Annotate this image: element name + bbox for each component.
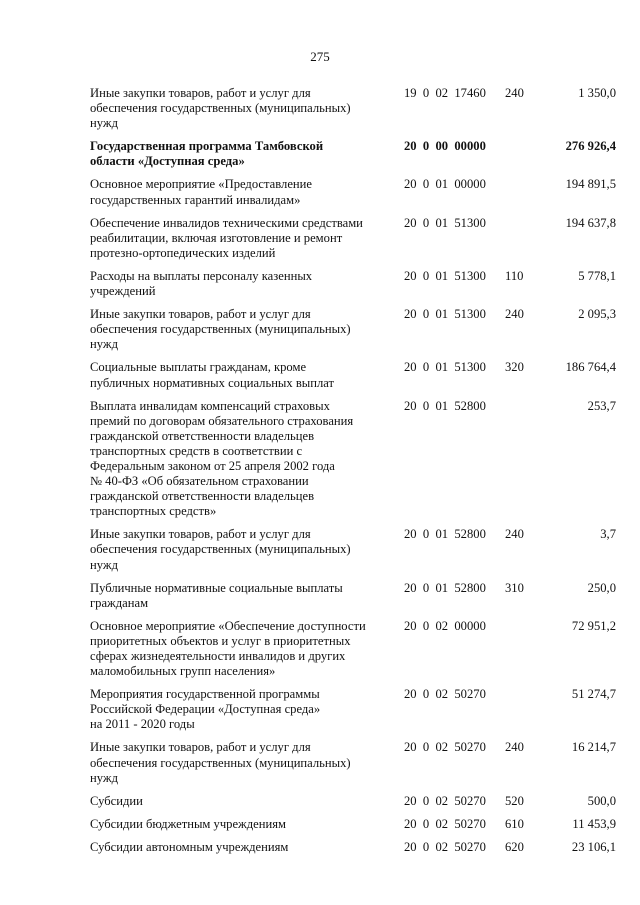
row-description: Публичные нормативные социальные выплаты гражданам xyxy=(90,580,343,610)
row-amount: 11 453,9 xyxy=(572,816,616,831)
row-description: Обеспечение инвалидов техническими средствами реабилитации, включая изготовление и ремонт протезно-ортопедических изделий xyxy=(90,215,363,260)
row-amount: 3,7 xyxy=(600,527,616,542)
row-amount: 16 214,7 xyxy=(571,740,616,755)
row-expense-type: 240 xyxy=(505,527,524,542)
table-row xyxy=(90,399,616,520)
row-amount: 500,0 xyxy=(587,793,616,808)
row-amount: 72 951,2 xyxy=(571,618,616,633)
table-row xyxy=(90,740,616,785)
row-expense-type: 240 xyxy=(505,307,524,322)
row-description: Иные закупки товаров, работ и услуг для обеспечения государственных (муниципальных) нужд xyxy=(90,527,351,572)
row-code: 19 0 02 17460 xyxy=(404,86,486,100)
row-expense-type: 620 xyxy=(505,839,524,854)
row-expense-type: 520 xyxy=(505,793,524,808)
table-row xyxy=(90,86,616,131)
row-description: Иные закупки товаров, работ и услуг для обеспечения государственных (муниципальных) нужд xyxy=(90,86,351,131)
row-description: Основное мероприятие «Предоставление государственных гарантий инвалидам» xyxy=(90,177,312,207)
row-expense-type: 240 xyxy=(505,740,524,755)
row-expense-type: 610 xyxy=(505,816,524,831)
row-amount: 250,0 xyxy=(587,580,616,595)
row-description: Основное мероприятие «Обеспечение доступности приоритетных объектов и услуг в приоритетных сферах жизнедеятельности инвалидов и других маломобильных групп населения» xyxy=(90,618,366,679)
row-code: 20 0 02 50270 xyxy=(404,816,486,831)
table-row xyxy=(90,177,616,207)
row-code: 20 0 01 51300 xyxy=(404,268,486,283)
row-code: 20 0 02 50270 xyxy=(404,687,486,702)
row-expense-type: 310 xyxy=(505,580,524,595)
row-expense-type: 110 xyxy=(505,268,524,283)
row-amount: 186 764,4 xyxy=(565,360,616,375)
row-amount: 194 891,5 xyxy=(565,177,616,192)
row-description: Выплата инвалидам компенсаций страховых премий по договорам обязательного страхования гражданской ответственности владельцев транспортных средств в соответствии с Федеральным законом от 25 апреля 2002 года № 40-ФЗ «Об обязательном страховании гражданской ответственности владельцев транспортных средств» xyxy=(90,398,354,519)
row-code: 20 0 01 51300 xyxy=(404,215,486,230)
row-description: Субсидии бюджетным учреждениям xyxy=(90,816,286,831)
table-row xyxy=(90,581,616,611)
table-row xyxy=(90,687,616,732)
table-row xyxy=(90,360,616,390)
row-amount: 194 637,8 xyxy=(565,215,616,230)
row-expense-type: 240 xyxy=(505,86,524,100)
table-row xyxy=(90,840,616,855)
table-row xyxy=(90,139,616,169)
budget-table xyxy=(90,86,616,863)
row-code: 20 0 01 00000 xyxy=(404,177,486,192)
table-row xyxy=(90,307,616,352)
row-amount: 51 274,7 xyxy=(571,687,616,702)
table-row xyxy=(90,794,616,809)
table-row xyxy=(90,619,616,679)
row-description: Государственная программа Тамбовской области «Доступная среда» xyxy=(90,139,324,169)
row-amount: 5 778,1 xyxy=(578,268,616,283)
table-row xyxy=(90,817,616,832)
row-code: 20 0 02 50270 xyxy=(404,740,486,755)
row-description: Мероприятия государственной программы Российской Федерации «Доступная среда» на 2011 - 2020 годы xyxy=(90,687,321,732)
row-code: 20 0 01 52800 xyxy=(404,398,486,413)
row-amount: 2 095,3 xyxy=(578,307,616,322)
row-description: Иные закупки товаров, работ и услуг для обеспечения государственных (муниципальных) нужд xyxy=(90,740,351,785)
row-amount: 276 926,4 xyxy=(565,139,616,154)
row-amount: 253,7 xyxy=(587,398,616,413)
row-code: 20 0 01 51300 xyxy=(404,307,486,322)
page-number: 275 xyxy=(310,49,330,64)
row-code: 20 0 01 51300 xyxy=(404,360,486,375)
row-expense-type: 320 xyxy=(505,360,524,375)
row-amount: 1 350,0 xyxy=(578,86,616,100)
row-code: 20 0 01 52800 xyxy=(404,527,486,542)
row-description: Субсидии xyxy=(90,793,143,808)
row-code: 20 0 02 50270 xyxy=(404,839,486,854)
table-row xyxy=(90,269,616,299)
row-description: Расходы на выплаты персоналу казенных учреждений xyxy=(90,268,313,299)
row-code: 20 0 02 00000 xyxy=(404,618,486,633)
row-description: Социальные выплаты гражданам, кроме публичных нормативных социальных выплат xyxy=(90,360,335,390)
row-code: 20 0 01 52800 xyxy=(404,580,486,595)
table-row xyxy=(90,216,616,261)
row-code: 20 0 00 00000 xyxy=(404,139,486,154)
row-description: Субсидии автономным учреждениям xyxy=(90,839,289,854)
row-description: Иные закупки товаров, работ и услуг для обеспечения государственных (муниципальных) нужд xyxy=(90,307,351,352)
table-row xyxy=(90,527,616,572)
row-code: 20 0 02 50270 xyxy=(404,793,486,808)
row-amount: 23 106,1 xyxy=(571,839,616,854)
